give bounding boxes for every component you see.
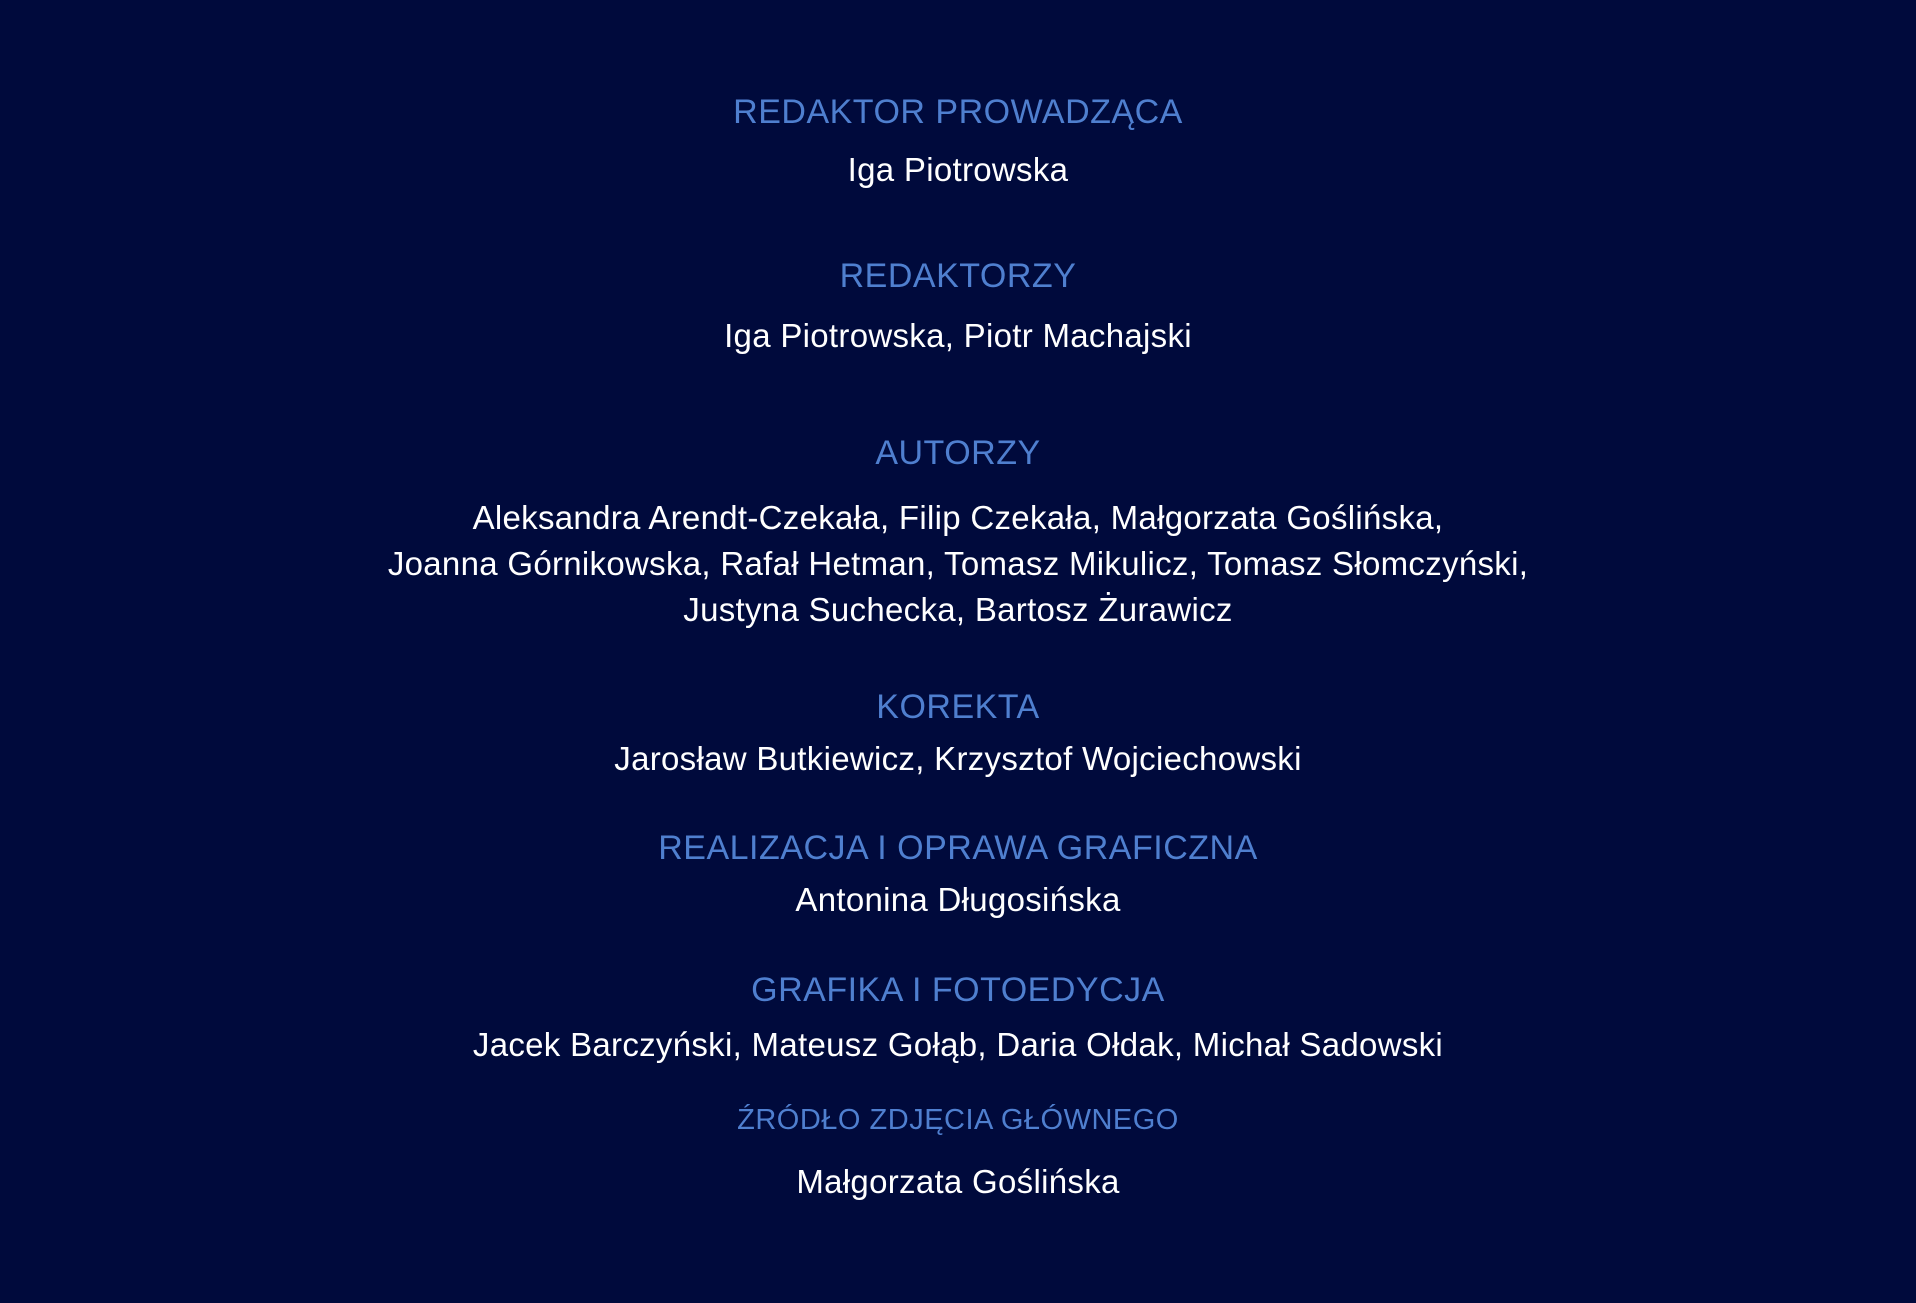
editors-heading: REDAKTORZY (839, 257, 1077, 295)
authors-line-3: Justyna Suchecka, Bartosz Żurawicz (683, 591, 1233, 628)
main-photo-heading: ŹRÓDŁO ZDJĘCIA GŁÓWNEGO (737, 1104, 1179, 1136)
design-heading: REALIZACJA I OPRAWA GRAFICZNA (658, 829, 1258, 867)
authors-heading: AUTORZY (875, 434, 1041, 472)
proofreading-names: Jarosław Butkiewicz, Krzysztof Wojciechowski (614, 740, 1302, 777)
lead-editor-names: Iga Piotrowska (847, 151, 1069, 188)
graphics-heading: GRAFIKA I FOTOEDYCJA (751, 971, 1165, 1009)
main-photo-names: Małgorzata Goślińska (796, 1163, 1120, 1200)
proofreading-heading: KOREKTA (876, 688, 1040, 726)
authors-line-2: Joanna Górnikowska, Rafał Hetman, Tomasz Mikulicz, Tomasz Słomczyński, (387, 545, 1529, 582)
authors-names (0, 495, 1916, 633)
authors-line-1: Aleksandra Arendt-Czekała, Filip Czekała, Małgorzata Goślińska, (472, 499, 1444, 536)
editors-names: Iga Piotrowska, Piotr Machajski (724, 317, 1192, 354)
graphics-names: Jacek Barczyński, Mateusz Gołąb, Daria Ołdak, Michał Sadowski (472, 1026, 1444, 1063)
lead-editor-heading: REDAKTOR PROWADZĄCA (733, 93, 1183, 131)
design-names: Antonina Długosińska (795, 881, 1121, 918)
